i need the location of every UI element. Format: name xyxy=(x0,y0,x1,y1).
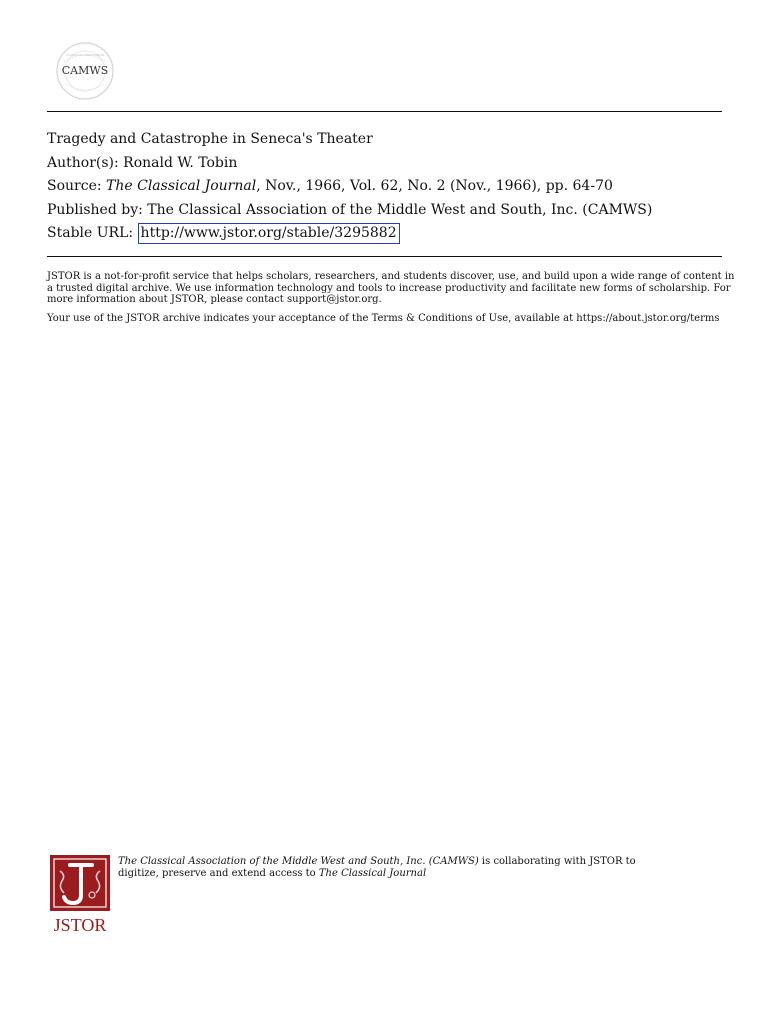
collaboration-notice xyxy=(118,856,678,879)
jstor-about-notice: JSTOR is a not-for-profit service that helps scholars, researchers, and students discover, use, and build upon a wide range of content in a trusted digital archive. We use information technology and tools to increase productivity and facilitate new forms of scholarship. For more information about JSTOR, please contact support@jstor.org. xyxy=(47,271,735,305)
publisher-name: The Classical Association of the Middle West and South, Inc. (CAMWS) xyxy=(147,201,653,218)
jstor-logo-text: JSTOR xyxy=(53,915,107,935)
terms-notice: Your use of the JSTOR archive indicates your acceptance of the Terms & Conditions of Use, available at https://about.jstor.org/terms xyxy=(47,313,720,324)
source-details: , Nov., 1966, Vol. 62, No. 2 (Nov., 1966), pp. 64-70 xyxy=(256,178,613,194)
source-label: Source: xyxy=(47,178,102,194)
jstor-logo-icon xyxy=(48,855,112,935)
publisher-label: Published by: xyxy=(47,201,143,218)
author-line xyxy=(47,152,722,176)
camws-logo-ring-text: CLASSICAL ASSOCIATION xyxy=(66,53,104,57)
author-label: Author(s): xyxy=(47,154,119,171)
stable-url-label: Stable URL: xyxy=(47,225,134,241)
article-title: Tragedy and Catastrophe in Seneca's Theater xyxy=(47,131,373,147)
top-divider xyxy=(47,111,722,112)
source-line xyxy=(47,175,722,199)
stable-url-link[interactable]: http://www.jstor.org/stable/3295882 xyxy=(138,223,400,244)
collab-text: is collaborating with JSTOR to digitize, preserve and extend access to xyxy=(118,856,636,879)
author-name: Ronald W. Tobin xyxy=(123,154,238,171)
collab-journal: The Classical Journal xyxy=(318,867,427,879)
publisher-line xyxy=(47,199,722,223)
journal-name: The Classical Journal xyxy=(106,178,257,194)
bottom-divider xyxy=(47,256,722,257)
stable-url-line xyxy=(47,222,722,246)
camws-logo-text: CAMWS xyxy=(61,64,109,77)
camws-seal-icon xyxy=(50,40,120,102)
article-metadata xyxy=(47,128,722,246)
collab-org: The Classical Association of the Middle West and South, Inc. (CAMWS) xyxy=(118,856,479,867)
